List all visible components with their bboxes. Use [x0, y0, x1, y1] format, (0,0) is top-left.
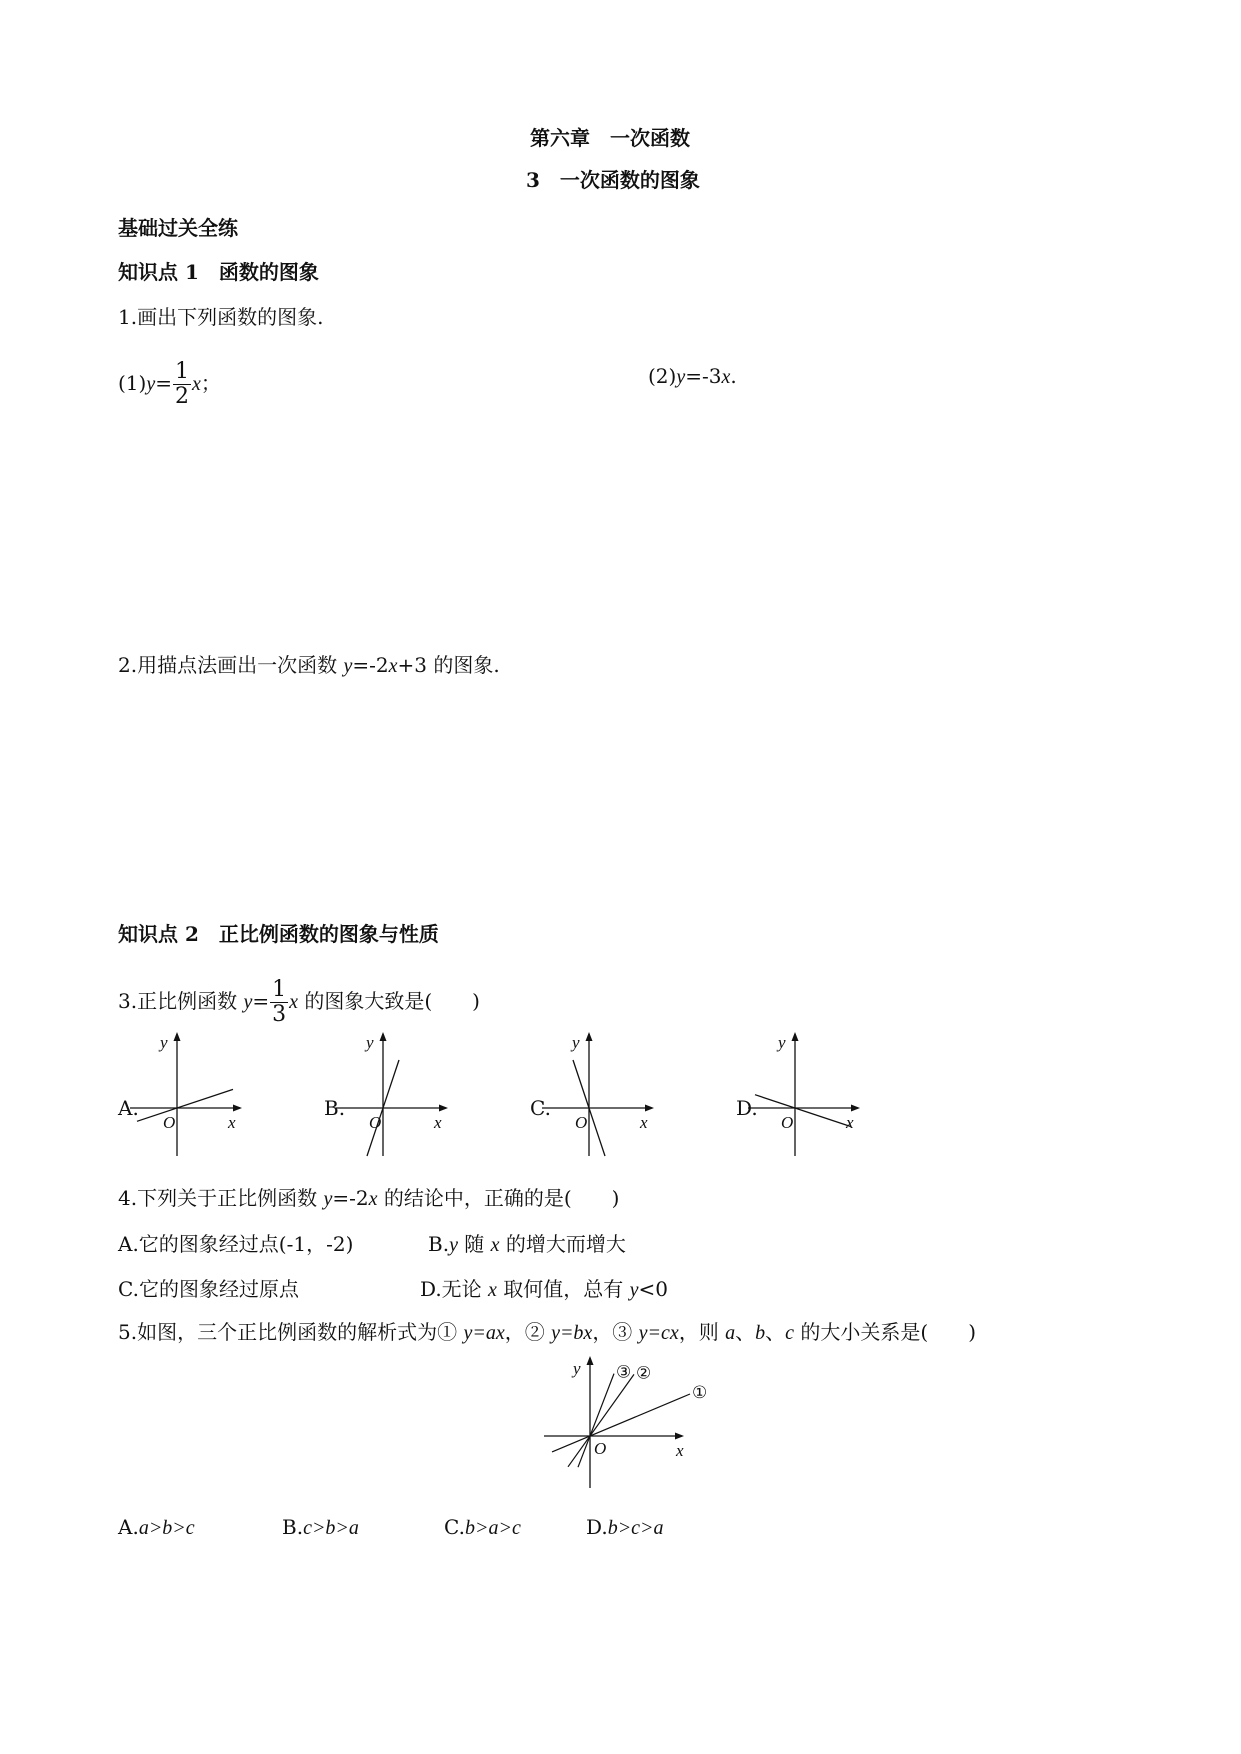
question-1-part-1: (1)y= $\frac{1}{2}$ x；: [118, 359, 221, 409]
y-axis-label: y: [366, 1033, 374, 1052]
y-axis-arrow: [174, 1032, 181, 1041]
q4-option-b: B.y 随 x 的增大而增大: [428, 1232, 626, 1256]
y-axis-label: y: [778, 1033, 786, 1052]
line-1-label: ①: [692, 1383, 708, 1402]
y-axis-label: y: [160, 1033, 168, 1052]
q5-option-d: D.b>c>a: [586, 1515, 664, 1539]
y-axis-arrow: [586, 1032, 593, 1041]
function-line: [137, 1089, 233, 1121]
q4-option-a: A.它的图象经过点(-1，-2): [118, 1232, 354, 1256]
origin-label: O: [594, 1439, 607, 1458]
x-axis-arrow: [645, 1105, 654, 1112]
origin-label: O: [369, 1113, 382, 1132]
question-1-text: 1.画出下列函数的图象.: [118, 305, 324, 329]
x-axis-label: x: [676, 1441, 684, 1460]
q3-option-c-graph: [542, 1028, 662, 1158]
q3-option-d-label: D.: [736, 1096, 758, 1120]
question-1-part-2: (2)y=-3x.: [648, 364, 737, 388]
line-2-label: ②: [636, 1363, 652, 1383]
line-3-label: ③: [616, 1362, 632, 1382]
knowledge-point-1-title: 知识点 1 函数的图象: [118, 260, 319, 284]
section-title: 3 一次函数的图象: [526, 168, 700, 192]
x-axis-label: x: [846, 1113, 854, 1132]
question-3-text: 3.正比例函数 y= $\frac{1}{3}$ x 的图象大致是( ): [118, 977, 480, 1027]
q3-option-d-graph: [748, 1028, 868, 1158]
q3-option-c-label: C.: [530, 1096, 551, 1120]
q3-option-a-graph: [130, 1028, 250, 1158]
question-4-text: 4.下列关于正比例函数 y=-2x 的结论中，正确的是( ): [118, 1186, 620, 1210]
q5-option-c: C.b>a>c: [444, 1515, 521, 1539]
q5-option-b: B.c>b>a: [282, 1515, 359, 1539]
y-axis-label: y: [573, 1359, 581, 1378]
fraction-one-half: $\frac{1}{2}$: [175, 359, 189, 409]
x-axis-arrow: [675, 1433, 684, 1440]
q3-option-b-label: B.: [324, 1096, 346, 1120]
q5-figure: [540, 1352, 708, 1492]
y-axis-arrow: [587, 1356, 594, 1365]
q4-option-c: C.它的图象经过原点: [118, 1277, 299, 1301]
q3-option-b-graph: [336, 1028, 456, 1158]
y-axis-label: y: [572, 1033, 580, 1052]
y-axis-arrow: [380, 1032, 387, 1041]
knowledge-point-2-title: 知识点 2 正比例函数的图象与性质: [118, 922, 439, 946]
chapter-title: 第六章 一次函数: [530, 126, 690, 150]
function-line: [755, 1095, 851, 1127]
x-axis-label: x: [228, 1113, 236, 1132]
origin-label: O: [781, 1113, 794, 1132]
origin-label: O: [575, 1113, 588, 1132]
x-axis-label: x: [434, 1113, 442, 1132]
x-axis-arrow: [233, 1105, 242, 1112]
x-axis-arrow: [851, 1105, 860, 1112]
x-axis-arrow: [439, 1105, 448, 1112]
exercise-group-title: 基础过关全练: [118, 216, 238, 240]
question-2-text: 2.用描点法画出一次函数 y=-2x+3 的图象.: [118, 653, 500, 677]
x-axis-label: x: [640, 1113, 648, 1132]
q5-option-a: A.a>b>c: [118, 1515, 195, 1539]
y-axis-arrow: [792, 1032, 799, 1041]
line-1: [552, 1394, 690, 1452]
q4-option-d: D.无论 x 取何值，总有 y<0: [420, 1277, 669, 1301]
origin-label: O: [163, 1113, 176, 1132]
fraction-one-third: $\frac{1}{3}$: [272, 977, 287, 1027]
q3-option-a-label: A.: [118, 1096, 139, 1120]
question-5-text: 5.如图，三个正比例函数的解析式为① y=ax，② y=bx，③ y=cx，则 a、b、c 的大小关系是( ): [118, 1320, 977, 1344]
